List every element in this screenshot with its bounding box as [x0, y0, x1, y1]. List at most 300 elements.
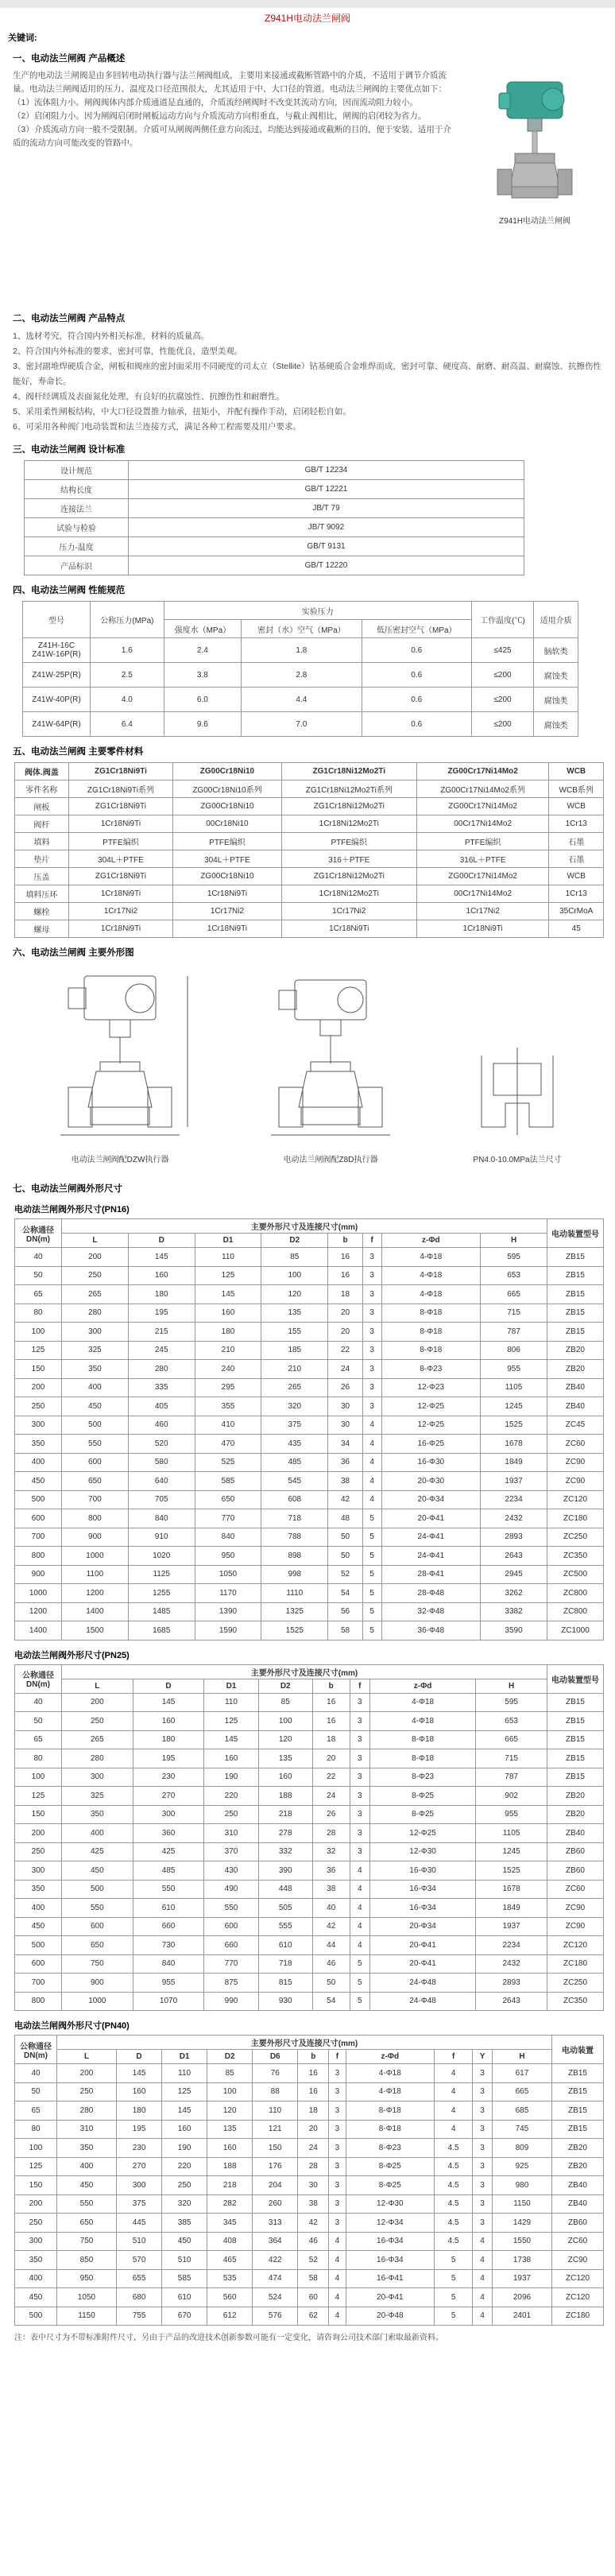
column-header: b	[298, 2050, 329, 2064]
table-cell: ZB40	[547, 1397, 604, 1416]
table-cell: 3	[473, 2194, 493, 2214]
table-cell: 210	[261, 1360, 328, 1379]
table-cell: 250	[204, 1805, 258, 1824]
table-cell: 38	[328, 1472, 363, 1491]
table-cell: 3	[362, 1266, 381, 1285]
table-row	[15, 1712, 604, 1731]
table-row	[15, 2082, 604, 2101]
table-row	[15, 2120, 604, 2139]
table-row	[15, 781, 604, 798]
table-cell: 125	[162, 2082, 207, 2101]
section-dimensions	[13, 1182, 602, 2342]
table-cell: 280	[128, 1360, 195, 1379]
table-cell: 00Cr18Ni10	[173, 815, 281, 833]
table-cell: 800	[15, 1992, 62, 2011]
table-cell: 4	[362, 1435, 381, 1454]
table-row	[25, 480, 524, 499]
table-cell: 902	[476, 1787, 547, 1806]
table-cell: 9.6	[164, 712, 241, 737]
table-cell: 250	[57, 2082, 117, 2101]
table-cell: 2.5	[90, 663, 164, 688]
table-cell: 35CrMoA	[549, 903, 604, 920]
table-cell: 4.5	[435, 2194, 473, 2214]
table-cell: 2234	[476, 1936, 547, 1955]
table-cell: 3.8	[164, 663, 241, 688]
table-cell: 40	[312, 1899, 350, 1918]
table-cell: ZG00Cr18Ni10	[173, 868, 281, 885]
table-cell: 1.8	[242, 638, 362, 663]
table-cell: ≤200	[471, 688, 533, 712]
table-cell: 34	[328, 1435, 363, 1454]
table-cell: 450	[15, 1472, 62, 1491]
table-cell: 44	[312, 1936, 350, 1955]
feature-item: 1、选材考究，符合国内外相关标准，材料的质量高。	[13, 331, 210, 341]
table-cell: ZC45	[547, 1416, 604, 1435]
table-cell: 300	[15, 1861, 62, 1881]
table-cell: 525	[195, 1453, 261, 1472]
table-cell: 1550	[492, 2232, 551, 2251]
table-cell: 300	[133, 1805, 204, 1824]
table-cell: 875	[204, 1974, 258, 1993]
table-cell: 3	[473, 2157, 493, 2176]
table-cell: 600	[204, 1917, 258, 1936]
table-cell: 16	[312, 1712, 350, 1731]
table-cell: 200	[15, 2194, 57, 2214]
table-cell: ZB60	[547, 1861, 604, 1881]
table-cell: 4	[329, 2307, 346, 2326]
table-cell: 160	[258, 1768, 312, 1787]
header-main: 主要外形尺寸及连接尺寸(mm)	[57, 2036, 552, 2050]
table-cell: 125	[195, 1266, 261, 1285]
table-cell: 280	[62, 1749, 133, 1768]
table-cell: 550	[57, 2194, 117, 2214]
table-cell: 12-Φ34	[346, 2214, 435, 2233]
table-cell: 腐蚀类	[534, 688, 578, 712]
table-cell: 600	[15, 1954, 62, 1974]
table-cell: 176	[253, 2157, 298, 2176]
table-cell: 3	[362, 1285, 381, 1304]
table-cell: ZG1Cr18Ni12Mo2Ti	[281, 868, 416, 885]
table-cell: 809	[492, 2139, 551, 2158]
table-cell: 4.5	[435, 2139, 473, 2158]
standard-value: GB/T 12221	[129, 480, 524, 499]
table-cell: 400	[62, 1378, 129, 1397]
table-cell: 218	[258, 1805, 312, 1824]
column-header: D6	[253, 2050, 298, 2064]
table-row	[23, 688, 578, 712]
table-cell: 200	[62, 1693, 133, 1712]
table-cell: 617	[492, 2064, 551, 2083]
table-cell: ZB60	[547, 1842, 604, 1861]
table-row	[15, 850, 604, 868]
table-header-cell: 阀体.阀盖	[15, 763, 69, 781]
table-cell: 30	[298, 2176, 329, 2195]
table-cell: 190	[204, 1768, 258, 1787]
table-cell: 135	[261, 1303, 328, 1323]
table-cell: 800	[15, 1547, 62, 1566]
column-header: b	[312, 1679, 350, 1693]
column-header: L	[62, 1234, 129, 1248]
table-cell: 20-Φ41	[346, 2288, 435, 2307]
performance-table	[22, 601, 578, 737]
table-cell: 5	[435, 2307, 473, 2326]
table-cell: 4	[362, 1416, 381, 1435]
table-cell: ZG00Cr17Ni14Mo2	[416, 798, 549, 815]
table-cell: 180	[195, 1323, 261, 1342]
table-cell: 32	[312, 1842, 350, 1861]
table-cell: 16-Φ34	[346, 2251, 435, 2270]
table-header-cell: ZG00Cr18Ni10	[173, 763, 281, 781]
table-cell: 60	[298, 2288, 329, 2307]
table-cell: WCB	[549, 868, 604, 885]
table-cell: 806	[481, 1341, 547, 1360]
table-cell: 3	[329, 2214, 346, 2233]
table-cell: 545	[261, 1472, 328, 1491]
table-cell: 48	[328, 1509, 363, 1528]
column-header: L	[57, 2050, 117, 2064]
table-cell: 350	[15, 2251, 57, 2270]
table-cell: 200	[57, 2064, 117, 2083]
table-cell: 4	[329, 2232, 346, 2251]
table-cell: 900	[62, 1528, 129, 1547]
table-cell: 62	[298, 2307, 329, 2326]
table-cell: 400	[15, 2269, 57, 2288]
table-cell: 840	[128, 1509, 195, 1528]
table-cell: 400	[57, 2157, 117, 2176]
table-cell: 485	[261, 1453, 328, 1472]
table-cell: 653	[481, 1266, 547, 1285]
table-cell: 535	[207, 2269, 253, 2288]
table-cell: 4	[329, 2288, 346, 2307]
table-cell: 54	[328, 1584, 363, 1603]
table-cell: 20-Φ48	[346, 2307, 435, 2326]
table-cell: 28-Φ41	[381, 1565, 481, 1584]
table-cell: 40	[15, 1248, 62, 1267]
table-cell: 16	[298, 2082, 329, 2101]
table-cell: 145	[204, 1730, 258, 1749]
standard-label: 设计规范	[25, 461, 129, 480]
table-cell: 50	[15, 2082, 57, 2101]
table-cell: ZC180	[547, 1509, 604, 1528]
table-row	[15, 1378, 604, 1397]
table-cell: 278	[258, 1824, 312, 1843]
table-cell: 980	[492, 2176, 551, 2195]
section-title: 七、电动法兰闸阀外形尺寸	[13, 1184, 122, 1194]
table-cell: ZC60	[552, 2232, 604, 2251]
table-cell: 4	[350, 1861, 369, 1881]
table-cell: 1100	[62, 1565, 129, 1584]
table-cell: 1200	[62, 1584, 129, 1603]
valve-drawing-icon	[251, 968, 410, 1147]
table-cell: 715	[476, 1749, 547, 1768]
table-cell: 3262	[481, 1584, 547, 1603]
table-cell: 600	[62, 1917, 133, 1936]
table-cell: 6.4	[90, 712, 164, 737]
table-cell: 24	[298, 2139, 329, 2158]
table-cell: 4	[350, 1899, 369, 1918]
table-row	[15, 815, 604, 833]
table-cell: 730	[133, 1936, 204, 1955]
table-cell: 550	[62, 1899, 133, 1918]
header-pressure: 公称压力(MPa)	[90, 602, 164, 638]
table-cell: 1Cr13	[549, 815, 604, 833]
table-cell: 375	[117, 2194, 162, 2214]
table-cell: 16-Φ41	[346, 2269, 435, 2288]
table-cell: 16-Φ30	[369, 1861, 475, 1881]
table-cell: 900	[62, 1974, 133, 1993]
table-cell: ZG00Cr18Ni10	[173, 798, 281, 815]
table-cell: 1Cr18Ni9Ti	[281, 920, 416, 938]
overview-text	[13, 69, 458, 150]
table-cell: 16-Φ34	[369, 1880, 475, 1899]
table-cell: 3	[473, 2101, 493, 2121]
table-cell: 500	[15, 1936, 62, 1955]
table-cell: 450	[57, 2176, 117, 2195]
table-cell: 3	[473, 2139, 493, 2158]
table-cell: 360	[133, 1824, 204, 1843]
table-cell: 1937	[492, 2269, 551, 2288]
table-row	[15, 885, 604, 903]
table-cell: 815	[258, 1974, 312, 1993]
table-cell: 700	[15, 1528, 62, 1547]
table-row	[23, 638, 578, 663]
table-cell: 16	[328, 1266, 363, 1285]
table-cell: 715	[481, 1303, 547, 1323]
dimension-table-pn25	[14, 1664, 604, 2012]
table-cell: 腐蚀类	[534, 712, 578, 737]
table-cell: 24-Φ41	[381, 1528, 481, 1547]
table-cell: 2893	[476, 1974, 547, 1993]
table-cell: 8-Φ18	[346, 2101, 435, 2121]
feature-item: 5、采用柔性闸板结构，中大口径设置推力轴承，扭矩小，并配有操作手动，启闭轻松自如。	[13, 407, 351, 416]
section-title: 六、电动法兰闸阀 主要外形图	[13, 948, 134, 958]
table-cell: 145	[195, 1285, 261, 1304]
table-cell: 185	[261, 1341, 328, 1360]
table-cell: 16	[328, 1248, 363, 1267]
table-row	[15, 2157, 604, 2176]
table-cell: 900	[15, 1565, 62, 1584]
table-cell: 20-Φ34	[369, 1917, 475, 1936]
table-cell: 螺栓	[15, 903, 69, 920]
table-cell: 385	[162, 2214, 207, 2233]
table-cell: 750	[57, 2232, 117, 2251]
overview-paragraph: 生产的电动法兰闸阀是由多回转电动执行器与法兰闸阀组成，主要用来接通或截断管路中的介质，不适用于调节介质流量。电动法兰闸阀适用的压力、温度及口径范围很大，尤其适用于中、大口径的管道。电动法兰闸阀的主要优点如下：	[13, 71, 447, 94]
table-cell: 160	[128, 1266, 195, 1285]
table-cell: 190	[162, 2139, 207, 2158]
column-header: D	[133, 1679, 204, 1693]
table-cell: 1050	[57, 2288, 117, 2307]
table-cell: 260	[253, 2194, 298, 2214]
column-header: b	[328, 1234, 363, 1248]
table-cell: 220	[162, 2157, 207, 2176]
table-cell: 150	[15, 1360, 62, 1379]
table-cell: 50	[15, 1266, 62, 1285]
table-cell: ZB15	[547, 1248, 604, 1267]
table-cell: ≤200	[471, 712, 533, 737]
table-cell: 840	[195, 1528, 261, 1547]
table-cell: 3	[473, 2176, 493, 2195]
table-cell: 76	[253, 2064, 298, 2083]
table-cell: 650	[195, 1490, 261, 1509]
table-cell: 313	[253, 2214, 298, 2233]
table-cell: 850	[57, 2251, 117, 2270]
table-row	[15, 1992, 604, 2011]
table-cell: ZC90	[547, 1453, 604, 1472]
table-cell: 56	[328, 1602, 363, 1621]
table-cell: 405	[128, 1397, 195, 1416]
table-cell: 1Cr18Ni9Ti	[68, 920, 173, 938]
table-cell: ZG1Cr18Ni12Mo2Ti系列	[281, 781, 416, 798]
table-cell: 28	[312, 1824, 350, 1843]
header-actuator: 电动装置型号	[547, 1219, 604, 1248]
table-row	[15, 1453, 604, 1472]
table-cell: 160	[195, 1303, 261, 1323]
table-row	[15, 2139, 604, 2158]
table-cell: 160	[133, 1712, 204, 1731]
table-cell: 998	[261, 1565, 328, 1584]
header-shell: 强度水（MPa）	[164, 620, 241, 638]
table-row	[15, 1584, 604, 1603]
table-cell: 135	[258, 1749, 312, 1768]
table-cell: 3	[329, 2101, 346, 2121]
table-cell: ZB40	[547, 1378, 604, 1397]
column-header: z-Φd	[346, 2050, 435, 2064]
table-cell: 800	[62, 1509, 129, 1528]
standard-label: 试验与检验	[25, 518, 129, 537]
table-cell: 200	[15, 1824, 62, 1843]
table-cell: ZB15	[547, 1303, 604, 1323]
table-row	[15, 1303, 604, 1323]
table-cell: 950	[57, 2269, 117, 2288]
table-cell: ZB15	[547, 1749, 604, 1768]
table-cell: 3	[362, 1248, 381, 1267]
section-title: 二、电动法兰闸阀 产品特点	[13, 314, 126, 323]
table-cell: ZC800	[547, 1584, 604, 1603]
table-row	[15, 1936, 604, 1955]
table-cell: 770	[195, 1509, 261, 1528]
table-cell: 1Cr17Ni2	[173, 903, 281, 920]
table-cell: 332	[258, 1842, 312, 1861]
table-cell: 4	[435, 2064, 473, 2083]
table-cell: 250	[162, 2176, 207, 2195]
table-cell: 335	[128, 1378, 195, 1397]
table-cell: 1400	[15, 1621, 62, 1641]
table-cell: 6.0	[164, 688, 241, 712]
column-header: D2	[207, 2050, 253, 2064]
standard-value: JB/T 9092	[129, 518, 524, 537]
table-cell: 1678	[476, 1880, 547, 1899]
table-cell: 20	[298, 2120, 329, 2139]
table-cell: 4.5	[435, 2232, 473, 2251]
table-cell: 265	[62, 1730, 133, 1749]
table-cell: 500	[62, 1416, 129, 1435]
table-cell: 20	[328, 1323, 363, 1342]
table-cell: WCB系列	[549, 781, 604, 798]
table-row	[15, 1621, 604, 1641]
table-cell: 1400	[62, 1602, 129, 1621]
table-cell: 612	[207, 2307, 253, 2326]
table-cell: 955	[476, 1805, 547, 1824]
header-test: 实验压力	[164, 602, 471, 620]
table-cell: 570	[117, 2251, 162, 2270]
table-cell: 24-Φ41	[381, 1547, 481, 1566]
table-cell: ZB40	[552, 2194, 604, 2214]
table-cell: 30	[328, 1397, 363, 1416]
table-cell: 3	[473, 2120, 493, 2139]
table-cell: 3	[350, 1749, 369, 1768]
table-cell: 4-Φ18	[381, 1248, 481, 1267]
keywords-label: 关键词:	[8, 33, 37, 43]
table-cell: 24-Φ48	[369, 1992, 475, 2011]
table-cell: 5	[350, 1992, 369, 2011]
drawing-dzw	[37, 968, 203, 1164]
table-cell: 135	[207, 2120, 253, 2139]
table-cell: 85	[207, 2064, 253, 2083]
table-cell: 300	[15, 2232, 57, 2251]
table-cell: 400	[15, 1453, 62, 1472]
table-cell: 250	[15, 1842, 62, 1861]
product-image	[475, 76, 594, 226]
table-cell: 700	[62, 1490, 129, 1509]
table-title-pn40: 电动法兰闸阀外形尺寸(PN40)	[14, 2021, 130, 2031]
table-cell: 42	[312, 1917, 350, 1936]
table-row	[15, 2232, 604, 2251]
standard-value: GB/T 12234	[129, 461, 524, 480]
table-cell: 2.8	[242, 663, 362, 688]
table-cell: 3	[329, 2157, 346, 2176]
table-row	[15, 1285, 604, 1304]
table-cell: 80	[15, 2120, 57, 2139]
feature-item: 3、密封副堆焊硬质合金，闸板和阀座的密封面采用不同硬度的司太立（Stellite）钴基硬质合金堆焊而成，密封可靠、硬度高、耐磨、耐高温、耐腐蚀、抗擦伤性能好，寿命长。	[13, 362, 601, 386]
table-cell: 121	[253, 2120, 298, 2139]
table-cell: ZC180	[547, 1954, 604, 1974]
drawing-flange	[458, 968, 577, 1164]
table-cell: 295	[195, 1378, 261, 1397]
table-cell: 250	[62, 1712, 133, 1731]
table-cell: 85	[261, 1248, 328, 1267]
table-cell: 320	[261, 1397, 328, 1416]
table-cell: 4-Φ18	[381, 1285, 481, 1304]
table-cell: 3	[350, 1787, 369, 1806]
table-cell: 787	[476, 1768, 547, 1787]
table-cell: 100	[15, 1323, 62, 1342]
drawing-caption: 电动法兰闸阀配DZW执行器	[71, 1156, 169, 1164]
table-cell: 300	[117, 2176, 162, 2195]
table-cell: 压盖	[15, 868, 69, 885]
table-cell: 110	[195, 1248, 261, 1267]
table-cell: 1485	[128, 1602, 195, 1621]
table-cell: ZC120	[547, 1936, 604, 1955]
section-title: 一、电动法兰闸阀 产品概述	[13, 54, 126, 64]
table-cell: 2643	[481, 1547, 547, 1566]
table-cell: 65	[15, 1730, 62, 1749]
table-row	[25, 537, 524, 556]
overview-paragraph: （3）介质流动方向一般不受限制。介质可从闸阀两侧任意方向流过，均能达到接通或截断的目的，便于安装，适用于介质的流动方向可能改变的管路中。	[13, 125, 451, 148]
table-cell: 670	[162, 2307, 207, 2326]
table-cell: ZB20	[547, 1360, 604, 1379]
header-dn: 公称通径 DN(m)	[15, 1664, 62, 1693]
table-cell: 18	[298, 2101, 329, 2121]
table-cell: 316＋PTFE	[281, 850, 416, 868]
table-cell: 610	[162, 2288, 207, 2307]
table-cell: 1849	[481, 1453, 547, 1472]
table-cell: 653	[476, 1712, 547, 1731]
table-cell: 8-Φ23	[369, 1768, 475, 1787]
table-cell: 0.6	[362, 712, 471, 737]
table-row	[15, 2288, 604, 2307]
table-cell: 1255	[128, 1584, 195, 1603]
table-cell: ZG1Cr18Ni12Mo2Ti	[281, 798, 416, 815]
